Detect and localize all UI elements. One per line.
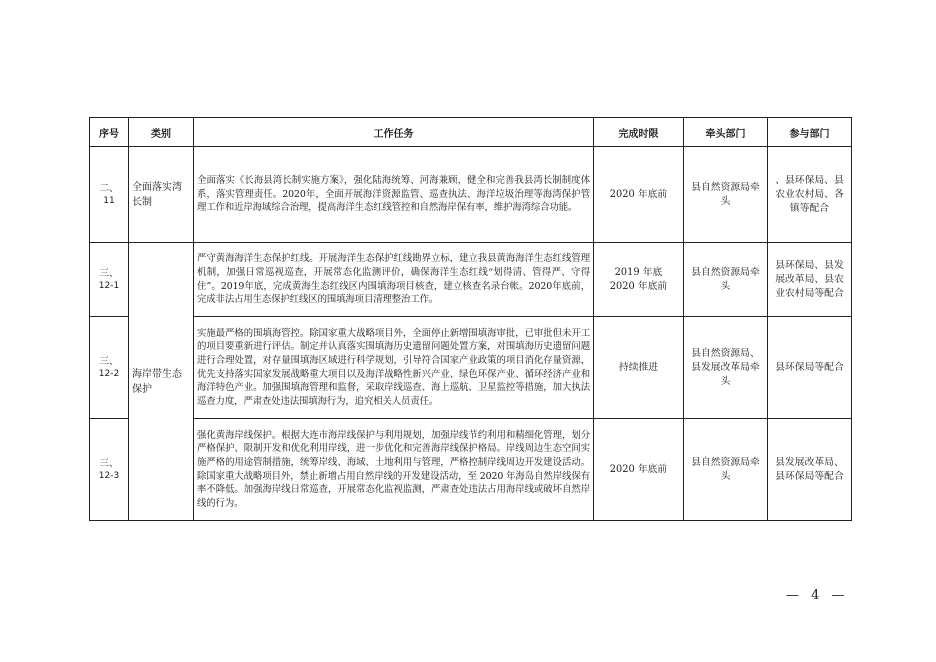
header-deadline: 完成时限 [594,118,684,147]
table-header-row [90,118,852,147]
seq-prefix: 二、 [99,182,119,194]
task-cell: 实施最严格的围填海管控。除国家重大战略项目外，全面停止新增围填海审批，已审批但未开工的项目要重新进行评估。制定并认真落实围填海历史遗留问题处置方案，对围填海历史遗留问题进行合理处置，对存量围填海区域进行科学规划，引导符合国家产业政策的项目消化存量资源，优先支持落实国家发展战略重大项目以及海洋战略性新兴产业、绿色环保产业、循环经济产业和海洋特色产业。加强围填海管理和监督，采取岸线巡查、海上巡航、卫星监控等措施，加大执法巡查力度，严肃查处违法围填海行为，追究相关人员责任。 [194,317,594,419]
participant-dept-cell: 县环保局、县发展改革局、县农业农村局等配合 [768,243,852,317]
seq-number: 12-1 [98,280,120,291]
header-participants: 参与部门 [768,118,852,147]
table-row [90,243,852,317]
deadline-cell [594,243,684,317]
seq-prefix: 三、 [99,457,119,469]
merged-category-cell: 海岸带生态保护 [129,243,194,521]
lead-dept-cell: 县自然资源局牵头 [684,419,768,521]
lead-dept-cell: 县自然资源局牵头 [684,243,768,317]
category-cell: 全面落实湾长制 [129,147,194,243]
participant-dept-cell: 县环保局等配合 [768,317,852,419]
header-task: 工作任务 [194,118,594,147]
table-row [90,317,852,419]
seq-cell [90,419,129,521]
seq-number: 12-2 [98,368,120,379]
seq-cell [90,147,129,243]
task-cell: 强化黄海岸线保护。根据大连市海岸线保护与利用规划，加强岸线节约利用和精细化管理，划分严格保护、限制开发和优化利用岸线，进一步优化和完善海岸线保护格局。岸线周边生态空间实施严格的用途管制措施，统筹岸线、海域、土地利用与管理，严格控制岸线周边开发建设活动。除国家重大战略项目外，禁止新增占用自然岸线的开发建设活动，至 2020 年海岛自然岸线保有率不降低。加强海岸线日常巡查，开展常态化监视监测，严肃查处违法占用海岸线或破坏自然岸线的行为。 [194,419,594,521]
header-seq: 序号 [90,118,129,147]
task-cell: 严守黄海海洋生态保护红线。开展海洋生态保护红线勘界立标，建立我县黄海海洋生态红线管理机制，加强日常巡视巡查，开展常态化监测评价，确保海洋生态红线“划得清、管得严、守得住”。2019年底，完成黄海生态红线区内围填海项目核查，建立核查名录台帐。2020年底前，完成非法占用生态保护红线区的围填海项目清理整治工作。 [194,243,594,317]
deadline-line-2: 2020 年底前 [609,280,668,292]
task-cell: 全面落实《长海县湾长制实施方案》，强化陆海统筹、河海兼顾，健全和完善我县湾长制制度体系，落实管理责任。2020年，全面开展海洋资源监管、巡查执法、海洋垃圾治理等海湾保护管理工作和近岸海域综合治理，提高海洋生态红线管控和自然海岸保有率，维护海湾综合功能。 [194,147,594,243]
participant-dept-cell: 、县环保局、县农业农村局、各镇等配合 [768,147,852,243]
seq-number: 11 [103,195,115,206]
page-number: — 4 — [786,588,849,603]
header-lead: 牵头部门 [684,118,768,147]
lead-dept-cell: 县自然资源局、县发展改革局牵头 [684,317,768,419]
lead-dept-cell: 县自然资源局牵头 [684,147,768,243]
header-category: 类别 [129,118,194,147]
task-table [89,117,852,521]
seq-prefix: 三、 [99,355,119,367]
seq-cell [90,317,129,419]
deadline-cell: 2020 年底前 [594,147,684,243]
seq-cell [90,243,129,317]
table-row [90,419,852,521]
seq-prefix: 三、 [99,267,119,279]
participant-dept-cell: 县发展改革局、县环保局等配合 [768,419,852,521]
table-row [90,147,852,243]
deadline-line-1: 2019 年底 [614,266,663,278]
deadline-cell: 2020 年底前 [594,419,684,521]
deadline-cell: 持续推进 [594,317,684,419]
seq-number: 12-3 [98,470,120,481]
